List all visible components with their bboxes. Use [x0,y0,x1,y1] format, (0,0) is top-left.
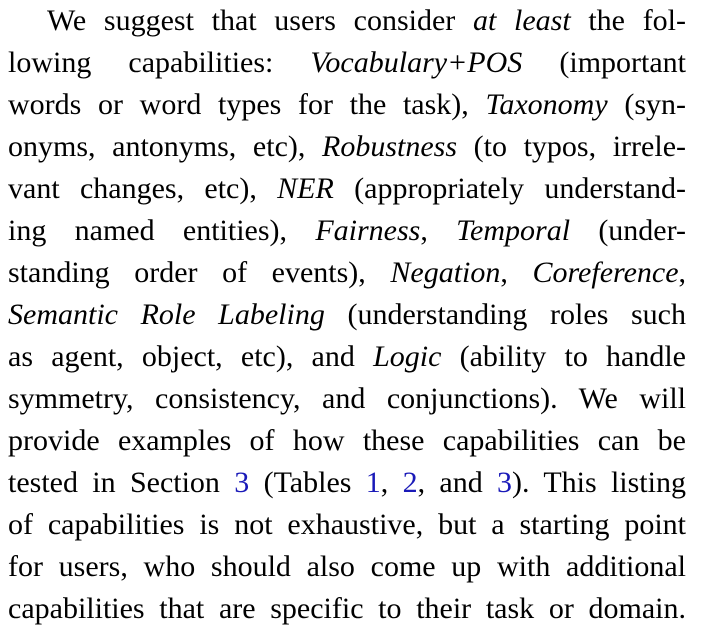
text-run: words or word types for the task), [8,88,486,121]
text-run: , and [417,466,498,499]
text-run: ). This listing [512,466,686,499]
text-run: as agent, object, etc), and [8,340,374,373]
text-line [8,210,686,252]
text-line [8,0,686,42]
text-run: capabilities that are specific to their task or domain. [8,592,686,625]
text-line [8,504,686,546]
emphasis-run: Fairness [315,214,421,247]
text-run: (syn- [607,88,686,121]
text-run: provide examples of how these capabilities can be [8,424,686,457]
emphasis-run: Coreference [532,256,679,289]
text-run: (Tables [249,466,366,499]
table-link-2[interactable]: 2 [402,466,418,499]
text-line [8,294,686,336]
text-run: vant changes, etc), [8,172,278,205]
text-run: (ability to handle [441,340,686,373]
text-run: (appropriately understand- [333,172,686,205]
emphasis-run: Temporal [456,214,571,247]
text-run: , [678,256,686,289]
text-line [8,378,686,420]
text-run: (understanding roles such [324,298,686,331]
emphasis-run: Taxonomy [485,88,608,121]
text-run: We suggest that users consider [47,4,473,37]
table-link-1[interactable]: 1 [365,466,381,499]
text-run: onyms, antonyms, etc), [8,130,323,163]
emphasis-run: Vocabulary+POS [310,46,523,79]
text-run: , [380,466,403,499]
text-line [8,126,686,168]
text-run: standing order of events), [8,256,391,289]
text-line [8,252,686,294]
emphasis-run: Semantic Role Labeling [8,298,325,331]
text-run: ing named entities), [8,214,316,247]
text-run: of capabilities is not exhaustive, but a starting point [8,508,686,541]
emphasis-run: Logic [373,340,442,373]
text-line [8,336,686,378]
text-run: for users, who should also come up with additional [8,550,686,583]
emphasis-run: Robustness [322,130,458,163]
text-line [8,462,686,504]
text-run: the fol- [570,4,686,37]
text-line [8,168,686,210]
text-run: (to typos, irrele- [457,130,686,163]
table-link-3[interactable]: 3 [497,466,513,499]
text-run: (under- [570,214,686,247]
section-link[interactable]: 3 [234,466,250,499]
text-run: tested in Section [8,466,235,499]
text-line [8,420,686,462]
text-line [8,84,686,126]
text-run: lowing capabilities: [8,46,311,79]
text-line [8,42,686,84]
emphasis-run: Negation [390,256,501,289]
text-run: symmetry, consistency, and conjunctions). We will [8,382,686,415]
emphasis-run: NER [277,172,334,205]
emphasis-run: at least [472,4,571,37]
text-run: , [420,214,457,247]
text-run: (important [522,46,686,79]
text-line [8,588,686,630]
text-run: , [500,256,533,289]
text-line [8,546,686,588]
